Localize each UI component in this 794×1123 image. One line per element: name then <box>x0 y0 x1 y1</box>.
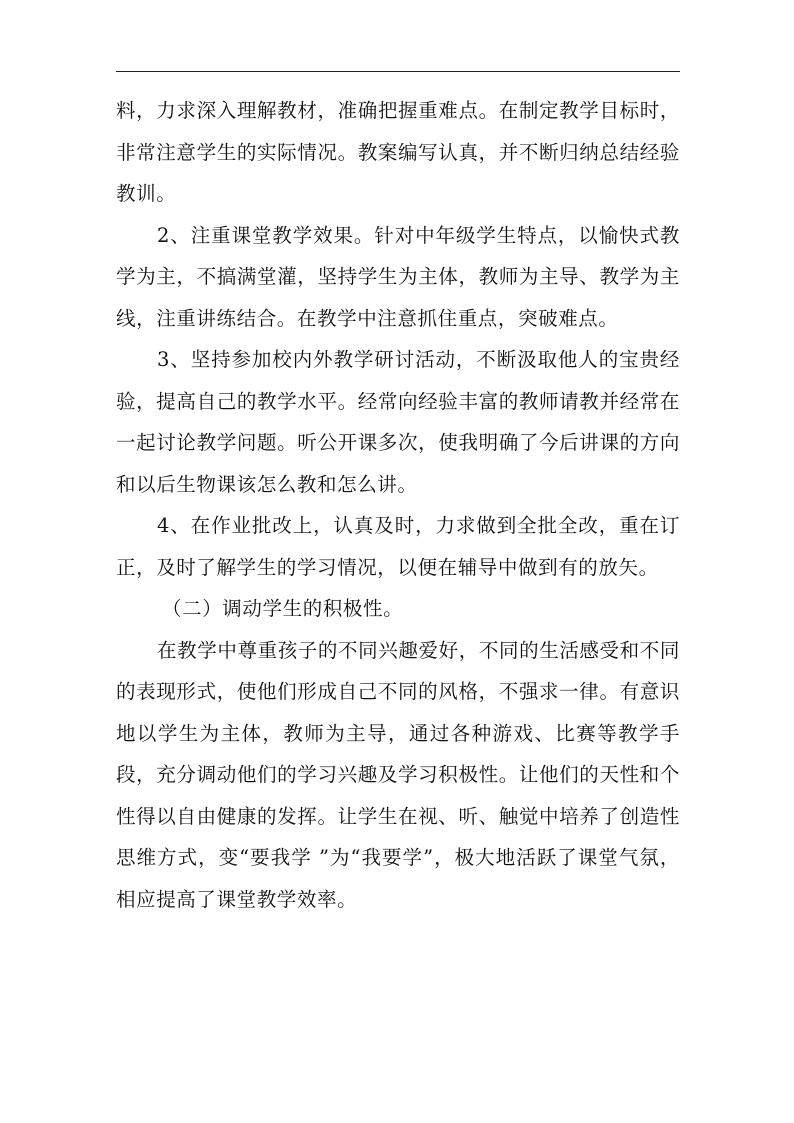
paragraph-item-4: 4、在作业批改上，认真及时，力求做到全批全改，重在订正，及时了解学生的学习情况，以便在辅导中做到有的放矢。 <box>116 514 680 579</box>
paragraph-body: 在教学中尊重孩子的不同兴趣爱好，不同的生活感受和不同的表现形式，使他们形成自己不同的风格，不强求一律。有意识地以学生为主体，教师为主导，通过各种游戏、比赛等教学手段，充分调动他们的学习兴趣及学习积极性。让他们的天性和个性得以自由健康的发挥。让学生在视、听、触觉中培养了创造性思维方式，变“要我学 ”为“我要学”，极大地活跃了课堂气氛，相应提高了课堂教学效率。 <box>116 638 680 911</box>
paragraph-item-3: 3、坚持参加校内外教学研讨活动，不断汲取他人的宝贵经验，提高自己的教学水平。经常向经验丰富的教师请教并经常在一起讨论教学问题。听公开课多次，使我明确了今后讲课的方向和以后生物课该怎么教和怎么讲。 <box>116 348 680 496</box>
paragraph-continuation: 料，力求深入理解教材，准确把握重难点。在制定教学目标时，非常注意学生的实际情况。教案编写认真，并不断归纳总结经验教训。 <box>116 99 680 205</box>
header-rule <box>116 71 680 72</box>
paragraph-item-2: 2、注重课堂教学效果。针对中年级学生特点，以愉快式教学为主，不搞满堂灌，坚持学生为主体，教师为主导、教学为主线，注重讲练结合。在教学中注意抓住重点，突破难点。 <box>116 223 680 330</box>
document-body <box>116 90 680 920</box>
section-heading: （二）调动学生的积极性。 <box>162 597 404 620</box>
